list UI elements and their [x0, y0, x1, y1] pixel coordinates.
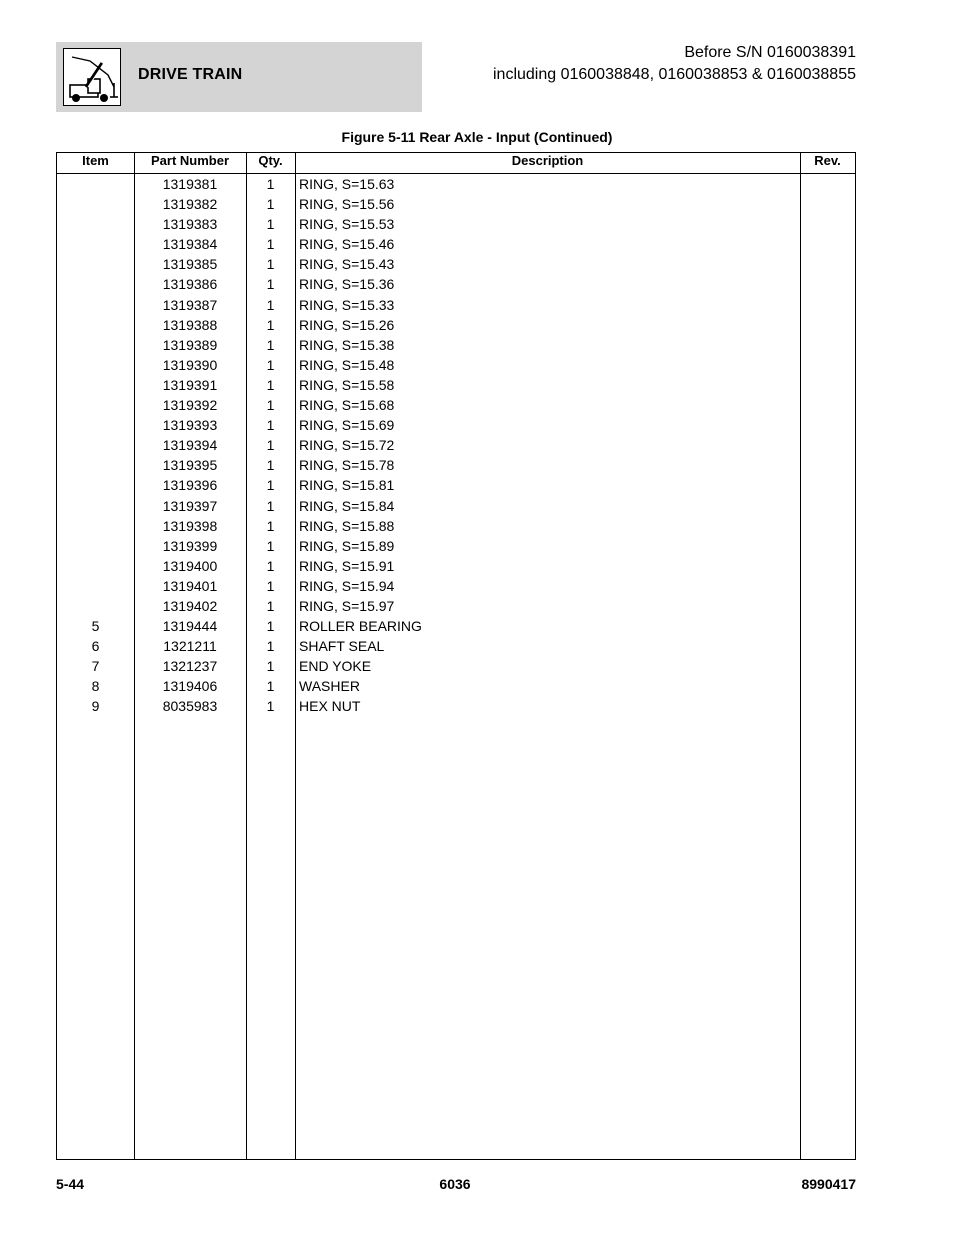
description: HEX NUT — [299, 698, 361, 715]
part-number: 1319393 — [162, 417, 218, 434]
description: RING, S=15.43 — [299, 256, 395, 273]
table-row — [57, 214, 855, 234]
table-row — [57, 254, 855, 274]
table-body — [57, 174, 855, 717]
table-row — [57, 496, 855, 516]
quantity: 1 — [266, 678, 275, 695]
part-number: 1319401 — [162, 577, 218, 594]
description: RING, S=15.46 — [299, 236, 395, 253]
table-row — [57, 536, 855, 556]
part-number: 1319391 — [162, 376, 218, 393]
quantity: 1 — [266, 557, 275, 574]
description: RING, S=15.88 — [299, 517, 395, 534]
description: RING, S=15.56 — [299, 196, 395, 213]
part-number: 1319389 — [162, 336, 218, 353]
table-row — [57, 676, 855, 696]
table-row — [57, 355, 855, 375]
table-row — [57, 375, 855, 395]
table-row — [57, 455, 855, 475]
table-row — [57, 636, 855, 656]
quantity: 1 — [266, 497, 275, 514]
item-number: 5 — [91, 618, 100, 635]
table-row — [57, 435, 855, 455]
part-number: 1319406 — [162, 678, 218, 695]
header-band — [56, 42, 422, 112]
quantity: 1 — [266, 376, 275, 393]
figure-title: Figure 5-11 Rear Axle - Input (Continued) — [341, 129, 613, 145]
section-title: DRIVE TRAIN — [138, 66, 243, 83]
quantity: 1 — [266, 698, 275, 715]
table-row — [57, 315, 855, 335]
quantity: 1 — [266, 638, 275, 655]
quantity: 1 — [266, 517, 275, 534]
description: SHAFT SEAL — [299, 638, 385, 655]
description: RING, S=15.78 — [299, 457, 395, 474]
description: RING, S=15.81 — [299, 477, 395, 494]
description: RING, S=15.26 — [299, 316, 395, 333]
description: RING, S=15.68 — [299, 397, 395, 414]
part-number: 1319392 — [162, 397, 218, 414]
telehandler-icon — [63, 48, 121, 106]
part-number: 1321211 — [163, 638, 217, 655]
description: RING, S=15.53 — [299, 216, 395, 233]
quantity: 1 — [266, 336, 275, 353]
item-number: 9 — [91, 698, 100, 715]
table-row — [57, 556, 855, 576]
table-row — [57, 415, 855, 435]
item-number: 8 — [91, 678, 100, 695]
quantity: 1 — [266, 477, 275, 494]
description: RING, S=15.38 — [299, 336, 395, 353]
table-row — [57, 335, 855, 355]
part-number: 1319383 — [162, 216, 218, 233]
part-number: 1319395 — [162, 457, 218, 474]
serial-line-2: including 0160038848, 0160038853 & 0160038855 — [492, 66, 856, 83]
table-row — [57, 656, 855, 676]
column-header-description: Description — [511, 153, 584, 168]
column-header-part-number: Part Number — [150, 153, 230, 168]
parts-table — [56, 152, 856, 1160]
document-number: 8990417 — [801, 1176, 856, 1192]
quantity: 1 — [266, 296, 275, 313]
quantity: 1 — [266, 356, 275, 373]
part-number: 1319394 — [162, 437, 218, 454]
table-row — [57, 475, 855, 495]
part-number: 1319388 — [162, 316, 218, 333]
item-number: 6 — [91, 638, 100, 655]
model-number: 6036 — [439, 1176, 471, 1192]
part-number: 1319381 — [162, 176, 218, 192]
description: RING, S=15.72 — [299, 437, 395, 454]
description: RING, S=15.84 — [299, 497, 395, 514]
part-number: 1319387 — [162, 296, 218, 313]
part-number: 8035983 — [162, 698, 218, 715]
table-row — [57, 616, 855, 636]
part-number: 1319385 — [162, 256, 218, 273]
table-row — [57, 194, 855, 214]
table-row — [57, 395, 855, 415]
description: ROLLER BEARING — [299, 618, 422, 635]
quantity: 1 — [266, 176, 275, 192]
table-row — [57, 174, 855, 194]
part-number: 1319386 — [162, 276, 218, 293]
quantity: 1 — [266, 417, 275, 434]
column-header-item: Item — [82, 153, 109, 168]
table-row — [57, 596, 855, 616]
quantity: 1 — [266, 397, 275, 414]
column-header-qty: Qty. — [258, 153, 283, 168]
part-number: 1319397 — [162, 497, 218, 514]
description: RING, S=15.36 — [299, 276, 395, 293]
quantity: 1 — [266, 577, 275, 594]
description: RING, S=15.69 — [299, 417, 395, 434]
description: RING, S=15.91 — [299, 557, 395, 574]
description: WASHER — [299, 678, 360, 695]
table-row — [57, 696, 855, 716]
part-number: 1319382 — [162, 196, 218, 213]
table-row — [57, 295, 855, 315]
serial-number-range — [493, 42, 856, 86]
part-number: 1319396 — [162, 477, 218, 494]
quantity: 1 — [266, 537, 275, 554]
description: RING, S=15.58 — [299, 376, 395, 393]
part-number: 1319390 — [162, 356, 218, 373]
item-number: 7 — [91, 658, 100, 675]
description: RING, S=15.33 — [299, 296, 395, 313]
quantity: 1 — [266, 597, 275, 614]
table-row — [57, 516, 855, 536]
quantity: 1 — [266, 457, 275, 474]
table-row — [57, 576, 855, 596]
column-header-rev: Rev. — [814, 153, 841, 168]
part-number: 1319400 — [162, 557, 218, 574]
quantity: 1 — [266, 236, 275, 253]
part-number: 1319398 — [162, 517, 218, 534]
part-number: 1321237 — [162, 658, 218, 675]
quantity: 1 — [266, 618, 275, 635]
description: RING, S=15.48 — [299, 356, 395, 373]
description: RING, S=15.97 — [299, 597, 395, 614]
part-number: 1319444 — [162, 618, 218, 635]
quantity: 1 — [266, 256, 275, 273]
quantity: 1 — [266, 276, 275, 293]
description: RING, S=15.94 — [299, 577, 395, 594]
quantity: 1 — [266, 216, 275, 233]
page-number: 5-44 — [56, 1176, 85, 1192]
description: RING, S=15.89 — [299, 537, 395, 554]
table-row — [57, 234, 855, 254]
description: RING, S=15.63 — [299, 176, 395, 192]
part-number: 1319402 — [162, 597, 218, 614]
quantity: 1 — [266, 316, 275, 333]
quantity: 1 — [266, 437, 275, 454]
quantity: 1 — [266, 196, 275, 213]
part-number: 1319384 — [162, 236, 218, 253]
serial-line-1: Before S/N 0160038391 — [684, 44, 856, 61]
part-number: 1319399 — [162, 537, 218, 554]
table-row — [57, 274, 855, 294]
description: END YOKE — [299, 658, 372, 675]
quantity: 1 — [266, 658, 275, 675]
